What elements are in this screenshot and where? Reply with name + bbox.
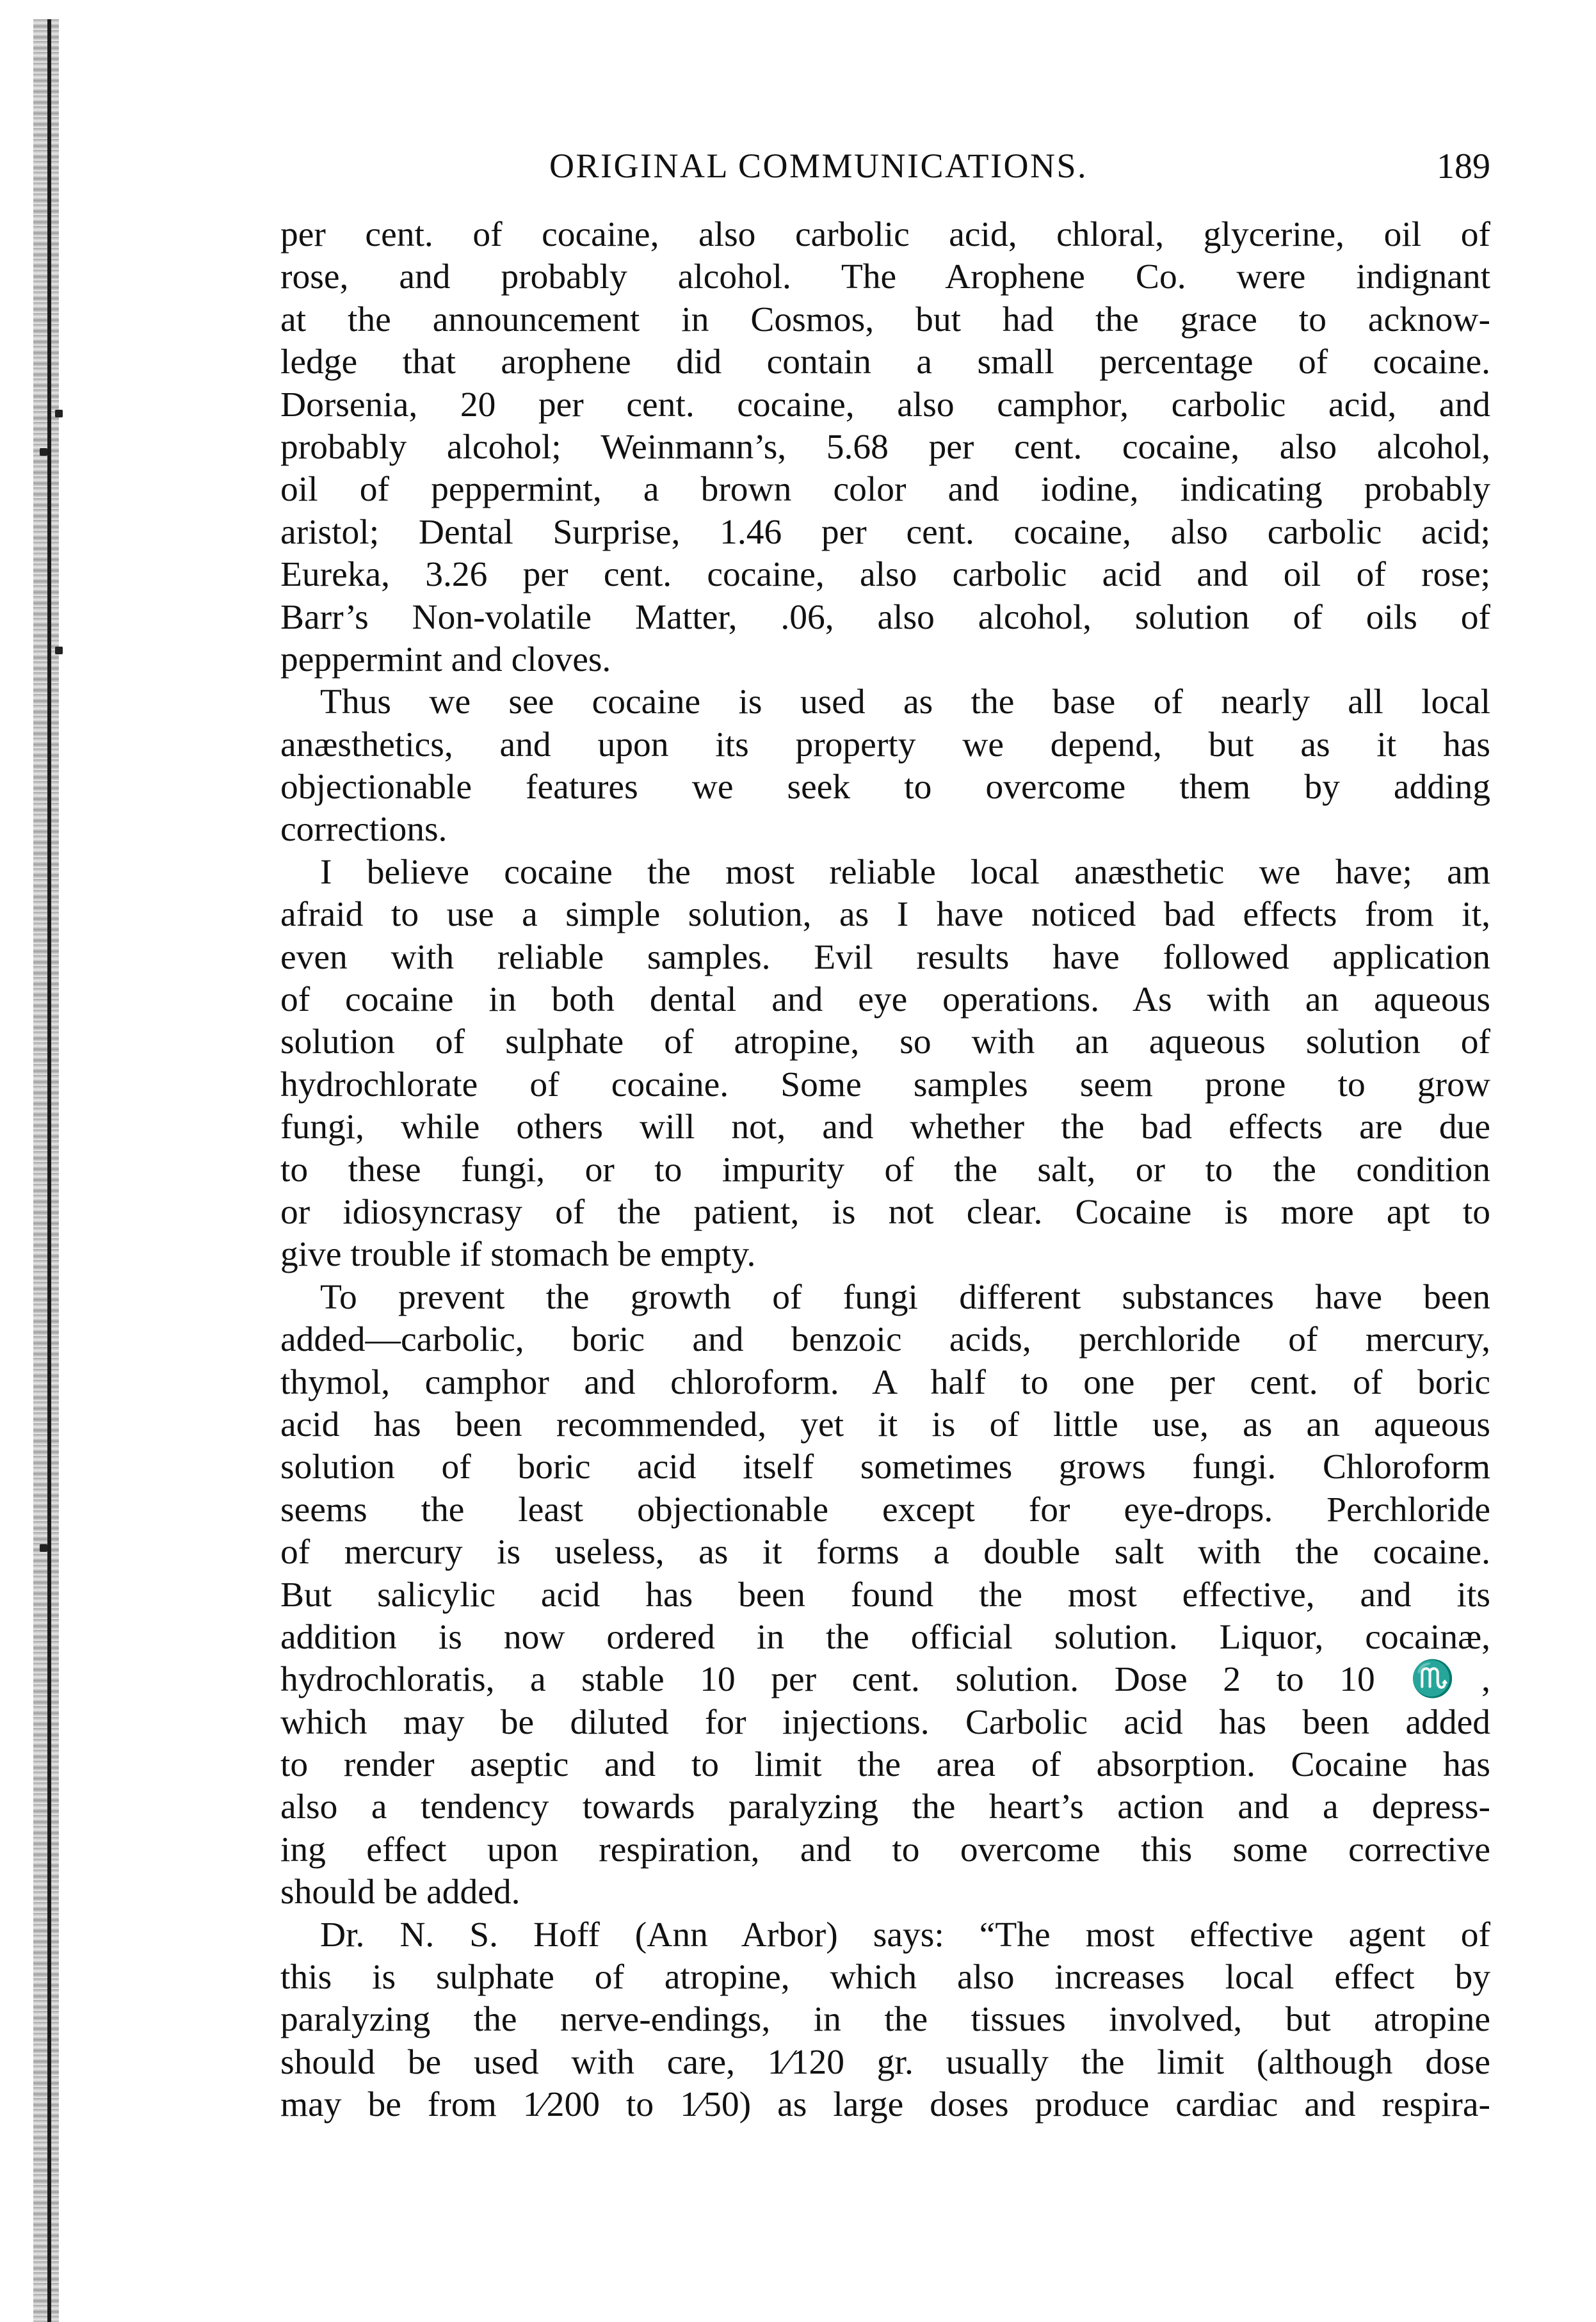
text-line: hydrochlorate of cocaine. Some samples seem prone to grow — [280, 1065, 1490, 1104]
text-line: oil of peppermint, a brown color and iodine, indicating probably — [280, 470, 1490, 510]
text-line: addition is now ordered in the official solution. Liquor, cocainæ, — [280, 1617, 1490, 1657]
text-line: probably alcohol; Weinmann’s, 5.68 per cent. cocaine, also alcohol, — [280, 427, 1490, 467]
text-line: or idiosyncrasy of the patient, is not clear. Cocaine is more apt to — [280, 1192, 1490, 1232]
text-line: acid has been recommended, yet it is of little use, as an aqueous — [280, 1405, 1490, 1444]
text-line: To prevent the growth of fungi different substances have been — [320, 1277, 1490, 1317]
text-line: rose, and probably alcohol. The Arophene Co. were indignant — [280, 257, 1490, 297]
text-line: give trouble if stomach be empty. — [280, 1235, 756, 1275]
binding-mark — [55, 647, 63, 654]
text-line: may be from 1⁄200 to 1⁄50) as large doses produce cardiac and respira- — [280, 2085, 1490, 2125]
text-line: thymol, camphor and chloroform. A half to one per cent. of boric — [280, 1362, 1490, 1402]
text-line: seems the least objectionable except for eye-drops. Perchloride — [280, 1490, 1490, 1529]
text-line: Barr’s Non-volatile Matter, .06, also alcohol, solution of oils of — [280, 597, 1490, 637]
text-line: of mercury is useless, as it forms a double salt with the cocaine. — [280, 1533, 1490, 1572]
text-line: even with reliable samples. Evil results have followed application — [280, 937, 1490, 977]
text-line: hydrochloratis, a stable 10 per cent. solution. Dose 2 to 10 ♏, — [280, 1660, 1490, 1700]
text-line: this is sulphate of atropine, which also increases local effect by — [280, 1958, 1490, 1997]
text-line: which may be diluted for injections. Carbolic acid has been added — [280, 1702, 1490, 1742]
binding-mark — [55, 410, 63, 417]
text-line: But salicylic acid has been found the most effective, and its — [280, 1575, 1490, 1615]
binding-line — [47, 19, 51, 2322]
text-line: to these fungi, or to impurity of the salt, or to the condition — [280, 1150, 1490, 1189]
page-number: 189 — [1437, 147, 1490, 186]
text-line: of cocaine in both dental and eye operations. As with an aqueous — [280, 980, 1490, 1020]
running-title: ORIGINAL COMMUNICATIONS. — [549, 147, 1088, 185]
text-line: Eureka, 3.26 per cent. cocaine, also carbolic acid and oil of rose; — [280, 555, 1490, 595]
text-line: added—carbolic, boric and benzoic acids, perchloride of mercury, — [280, 1320, 1490, 1360]
text-line: to render aseptic and to limit the area of absorption. Cocaine has — [280, 1745, 1490, 1785]
text-line: solution of boric acid itself sometimes grows fungi. Chloroform — [280, 1447, 1490, 1487]
text-line: ledge that arophene did contain a small percentage of cocaine. — [280, 343, 1490, 382]
text-line: solution of sulphate of atropine, so with an aqueous solution of — [280, 1022, 1490, 1062]
text-line: also a tendency towards paralyzing the heart’s action and a depress- — [280, 1787, 1490, 1827]
binding-mark — [40, 1544, 47, 1552]
text-line: Dorsenia, 20 per cent. cocaine, also camphor, carbolic acid, and — [280, 385, 1490, 424]
text-line: should be added. — [280, 1873, 520, 1912]
text-line: Thus we see cocaine is used as the base of nearly all local — [320, 682, 1490, 722]
text-line: corrections. — [280, 810, 447, 850]
text-line: anæsthetics, and upon its property we depend, but as it has — [280, 725, 1490, 764]
running-head — [280, 146, 1490, 191]
text-line: at the announcement in Cosmos, but had the grace to acknow- — [280, 300, 1490, 339]
text-line: objectionable features we seek to overcome them by adding — [280, 768, 1490, 807]
text-line: per cent. of cocaine, also carbolic acid, chloral, glycerine, oil of — [280, 215, 1490, 254]
text-line: Dr. N. S. Hoff (Ann Arbor) says: “The most effective agent of — [320, 1915, 1490, 1955]
text-line: ing effect upon respiration, and to overcome this some corrective — [280, 1830, 1490, 1869]
binding-edge — [33, 19, 59, 2322]
binding-mark — [40, 448, 47, 456]
body-text — [280, 214, 1490, 2127]
text-line: aristol; Dental Surprise, 1.46 per cent. cocaine, also carbolic acid; — [280, 512, 1490, 552]
text-line: afraid to use a simple solution, as I have noticed bad effects from it, — [280, 895, 1490, 935]
text-line: I believe cocaine the most reliable local anæsthetic we have; am — [320, 852, 1490, 892]
text-line: should be used with care, 1⁄120 gr. usually the limit (although dose — [280, 2042, 1490, 2082]
text-line: peppermint and cloves. — [280, 640, 611, 679]
text-line: paralyzing the nerve-endings, in the tissues involved, but atropine — [280, 2000, 1490, 2040]
text-line: fungi, while others will not, and whether the bad effects are due — [280, 1108, 1490, 1147]
